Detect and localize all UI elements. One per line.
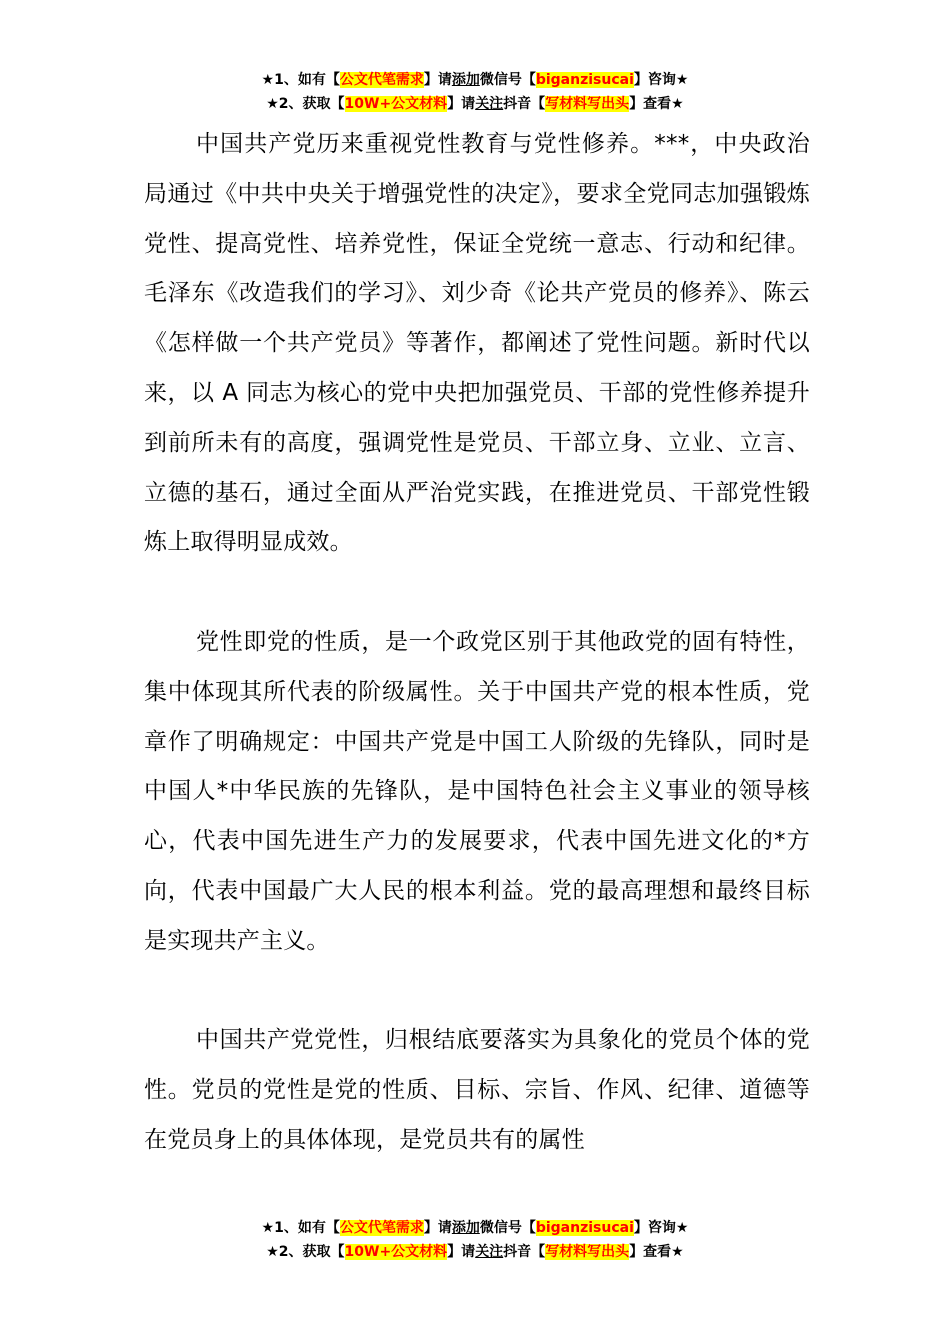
underlined-add: 添加 bbox=[451, 72, 480, 88]
highlight-douyin-account: 写材料写出头 bbox=[545, 1244, 630, 1260]
footer-banner-line-2 bbox=[0, 1240, 950, 1264]
underlined-add: 添加 bbox=[451, 1220, 480, 1236]
header-banner-line-1 bbox=[0, 68, 950, 92]
banner-text: 】咨询★ bbox=[633, 72, 689, 88]
banner-text: 】请 bbox=[447, 96, 476, 112]
banner-text: 微信号【 bbox=[479, 1220, 536, 1236]
banner-text: ★2、获取【 bbox=[266, 1244, 345, 1260]
footer-banner-line-1 bbox=[0, 1216, 950, 1240]
underlined-follow: 关注 bbox=[475, 96, 504, 112]
banner-text: ★1、如有【 bbox=[261, 1220, 340, 1236]
paragraph-1: 中国共产党历来重视党性教育与党性修养。***，中央政治局通过《中共中央关于增强党性的决定》，要求全党同志加强锻炼党性、提高党性、培养党性，保证全党统一意志、行动和纪律。毛泽东《改造我们的学习》、刘少奇《论共产党员的修养》、陈云《怎样做一个共产党员》等著作，都阐述了党性问题。新时代以来，以 A 同志为核心的党中央把加强党员、干部的党性修养提升到前所未有的高度，强调党性是党员、干部立身、立业、立言、立德的基石，通过全面从严治党实践，在推进党员、干部党性锻炼上取得明显成效。 bbox=[144, 131, 810, 556]
banner-text: 】请 bbox=[447, 1244, 476, 1260]
highlight-materials: 10W+公文材料 bbox=[344, 1244, 448, 1260]
banner-text: 】查看★ bbox=[629, 96, 684, 112]
banner-text: 抖音【 bbox=[503, 96, 546, 112]
banner-text: 】查看★ bbox=[629, 1244, 684, 1260]
banner-text: 抖音【 bbox=[503, 1244, 546, 1260]
highlight-request: 公文代笔需求 bbox=[339, 72, 424, 88]
highlight-douyin-account: 写材料写出头 bbox=[545, 96, 630, 112]
banner-text: 】咨询★ bbox=[633, 1220, 689, 1236]
banner-text: 】请 bbox=[423, 1220, 452, 1236]
highlight-materials: 10W+公文材料 bbox=[344, 96, 448, 112]
document-body bbox=[144, 120, 810, 1166]
paragraph-3: 中国共产党党性，归根结底要落实为具象化的党员个体的党性。党员的党性是党的性质、目标、宗旨、作风、纪律、道德等在党员身上的具体体现，是党员共有的属性 bbox=[144, 1027, 810, 1153]
header-banner bbox=[0, 68, 950, 116]
banner-text: 】请 bbox=[423, 72, 452, 88]
banner-text: ★2、获取【 bbox=[266, 96, 345, 112]
banner-text: 微信号【 bbox=[479, 72, 536, 88]
highlight-request: 公文代笔需求 bbox=[339, 1220, 424, 1236]
highlight-wechat-id: biganzisucai bbox=[535, 72, 634, 88]
underlined-follow: 关注 bbox=[475, 1244, 504, 1260]
paragraph-2: 党性即党的性质，是一个政党区别于其他政党的固有特性，集中体现其所代表的阶级属性。关于中国共产党的根本性质，党章作了明确规定：中国共产党是中国工人阶级的先锋队，同时是中国人*中华民族的先锋队，是中国特色社会主义事业的领导核心，代表中国先进生产力的发展要求，代表中国先进文化的*方向，代表中国最广大人民的根本利益。党的最高理想和最终目标是实现共产主义。 bbox=[144, 628, 810, 954]
header-banner-line-2 bbox=[0, 92, 950, 116]
highlight-wechat-id: biganzisucai bbox=[535, 1220, 634, 1236]
footer-banner bbox=[0, 1216, 950, 1264]
banner-text: ★1、如有【 bbox=[261, 72, 340, 88]
